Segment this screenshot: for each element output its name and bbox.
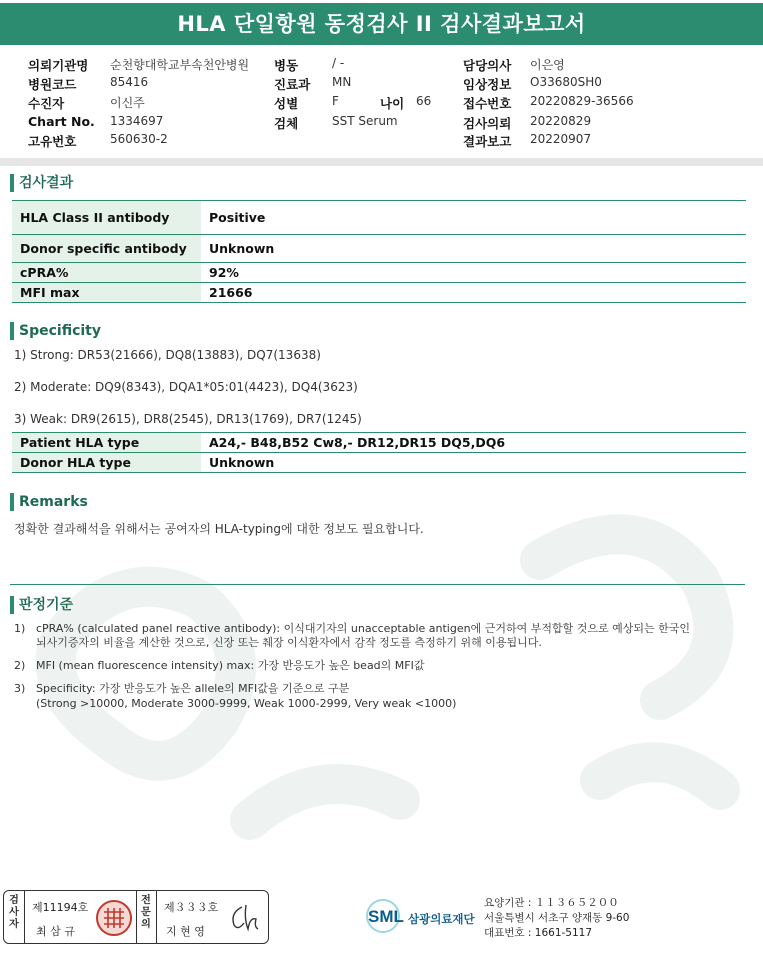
specificity-weak: 3) Weak: DR9(2615), DR8(2545), DR13(1769), DR7(1245) [14, 412, 362, 426]
divider [156, 891, 157, 943]
results-table [12, 200, 746, 303]
criteria-line: 뇌사기증자의 비율을 계산한 것으로, 신장 또는 췌장 이식환자에서 감작 정도를 측정하기 위해 이용됩니다. [36, 636, 542, 649]
result-key: cPRA% [12, 263, 201, 283]
org-phone: 대표번호 : 1661-5117 [484, 927, 593, 939]
specialist-name: 지 현 영 [166, 925, 205, 938]
org-code: 요양기관 : １１３６５２００ [484, 897, 619, 909]
criteria-item [14, 621, 744, 651]
result-key: HLA Class II antibody [12, 201, 201, 235]
signature-box [3, 890, 269, 944]
result-value: Unknown [201, 235, 746, 263]
specialist-vertical-label: 전 문 의 [141, 895, 151, 930]
criteria-title: 판정기준 [10, 596, 73, 614]
value-request: 20220829 [530, 114, 592, 128]
criteria-line: cPRA% (calculated panel reactive antibody): 이식대기자의 unacceptable antigen에 근거하여 부적합할 것으로 예상되는 한국인 [36, 622, 690, 635]
label-ward: 병동 [274, 58, 299, 73]
specificity-title: Specificity [10, 322, 101, 340]
value-examinee: 이신주 [110, 96, 145, 110]
result-value: 21666 [201, 283, 746, 303]
svg-text:SML: SML [368, 907, 404, 926]
remarks-text: 정확한 결과해석을 위해서는 공여자의 HLA-typing에 대한 정보도 필요합니다. [14, 522, 424, 536]
result-key: Donor specific antibody [12, 235, 201, 263]
label-dept: 진료과 [274, 77, 311, 92]
value-ward: / - [332, 56, 345, 70]
org-logo [366, 898, 478, 944]
patient-info [0, 53, 763, 153]
label-chart-no: Chart No. [28, 114, 95, 129]
hla-key: Patient HLA type [12, 433, 201, 453]
report-title: HLA 단일항원 동정검사 II 검사결과보고서 [0, 3, 763, 45]
org-address: 서울특별시 서초구 양재동 9-60 [484, 912, 630, 924]
result-value: 92% [201, 263, 746, 283]
value-receipt: 20220829-36566 [530, 94, 634, 108]
table-row [12, 201, 746, 235]
hla-type-table [12, 432, 746, 473]
value-chart-no: 1334697 [110, 114, 164, 128]
label-request: 검사의뢰 [463, 116, 512, 131]
seal-icon [94, 898, 134, 938]
label-sex: 성별 [274, 96, 299, 111]
criteria-num: 3) [14, 682, 26, 695]
sml-logo-icon [366, 898, 478, 940]
label-receipt: 접수번호 [463, 96, 512, 111]
table-row [12, 453, 746, 473]
table-row [12, 263, 746, 283]
specialist-license-no: 제３３３호 [164, 901, 219, 914]
label-hosp-code: 병원코드 [28, 77, 77, 92]
value-req-inst: 순천향대학교부속천안병원 [110, 58, 250, 72]
hla-value: A24,- B48,B52 Cw8,- DR12,DR15 DQ5,DQ6 [201, 433, 746, 453]
result-value: Positive [201, 201, 746, 235]
criteria-item [14, 681, 744, 711]
label-specimen: 검체 [274, 116, 299, 131]
label-age: 나이 [380, 96, 405, 111]
tester-vertical-label: 검 사 자 [9, 895, 19, 930]
value-doctor: 이은영 [530, 58, 565, 72]
label-examinee: 수진자 [28, 96, 65, 111]
value-specimen: SST Serum [332, 114, 398, 128]
specificity-strong: 1) Strong: DR53(21666), DQ8(13883), DQ7(13638) [14, 348, 321, 362]
criteria-line: Specificity: 가장 반응도가 높은 allele의 MFI값을 기준으로 구분 [36, 682, 350, 695]
footer [0, 888, 763, 955]
table-row [12, 235, 746, 263]
signature-icon [226, 899, 264, 935]
value-unique-no: 560630-2 [110, 132, 168, 146]
hla-value: Unknown [201, 453, 746, 473]
specificity-moderate: 2) Moderate: DQ9(8343), DQA1*05:01(4423), DQ4(3623) [14, 380, 358, 394]
value-report: 20220907 [530, 132, 592, 146]
divider [10, 584, 745, 585]
divider [136, 891, 137, 943]
label-unique-no: 고유번호 [28, 134, 77, 149]
divider [24, 891, 25, 943]
value-hosp-code: 85416 [110, 75, 149, 89]
result-key: MFI max [12, 283, 201, 303]
criteria-line: (Strong >10000, Moderate 3000-9999, Weak 1000-2999, Very weak <1000) [36, 697, 457, 710]
criteria-num: 2) [14, 659, 26, 672]
remarks-title: Remarks [10, 493, 88, 511]
tester-name: 최 삼 규 [36, 925, 75, 938]
svg-text:삼광의료재단: 삼광의료재단 [408, 912, 475, 926]
label-doctor: 담당의사 [463, 58, 512, 73]
value-clinical: O33680SH0 [530, 75, 602, 89]
tester-license-no: 제11194호 [32, 901, 89, 914]
value-dept: MN [332, 75, 352, 89]
table-row [12, 283, 746, 303]
criteria-num: 1) [14, 622, 26, 635]
label-req-inst: 의뢰기관명 [28, 58, 89, 73]
criteria-item [14, 658, 744, 673]
section-divider [0, 158, 763, 166]
label-clinical: 임상정보 [463, 77, 512, 92]
label-report: 결과보고 [463, 134, 512, 149]
results-title: 검사결과 [10, 174, 73, 192]
hla-key: Donor HLA type [12, 453, 201, 473]
criteria-line: MFI (mean fluorescence intensity) max: 가장 반응도가 높은 bead의 MFI값 [36, 659, 425, 672]
table-row [12, 433, 746, 453]
value-sex: F [332, 94, 339, 108]
org-info [484, 896, 629, 941]
value-age: 66 [416, 94, 432, 108]
